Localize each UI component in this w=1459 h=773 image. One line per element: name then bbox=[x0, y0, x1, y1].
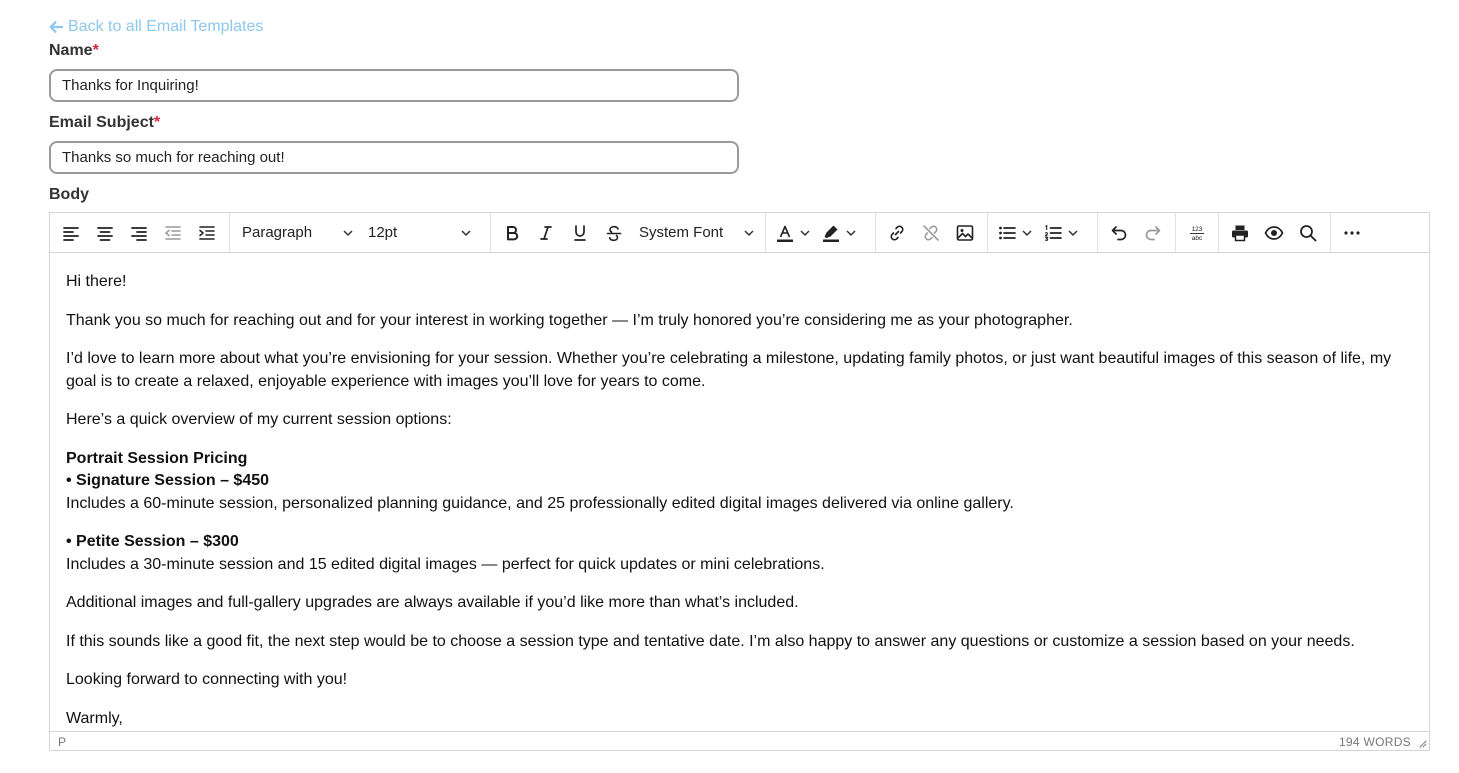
search-icon bbox=[1298, 223, 1318, 243]
arrow-left-icon bbox=[48, 19, 64, 35]
word-count[interactable]: 194 WORDS bbox=[1338, 735, 1411, 749]
highlighter-icon bbox=[821, 223, 841, 243]
editor-statusbar bbox=[50, 731, 1429, 750]
spellcheck-icon bbox=[1187, 223, 1207, 243]
outdent-button[interactable] bbox=[156, 216, 190, 250]
align-right-icon bbox=[129, 223, 149, 243]
email-subject-label: Email Subject* bbox=[49, 114, 161, 131]
text-style-group bbox=[491, 213, 766, 252]
numbered-list-icon bbox=[1043, 223, 1063, 243]
bullet-list-icon bbox=[997, 223, 1017, 243]
signature-session-description: Includes a 60-minute session, personalized planning guidance, and 25 professionally edited digital images delivered via online gallery. bbox=[66, 494, 1014, 512]
more-group bbox=[1331, 213, 1373, 252]
list-group bbox=[988, 213, 1098, 252]
chevron-down-icon bbox=[460, 227, 472, 239]
spellcheck-group bbox=[1176, 213, 1219, 252]
body-paragraph: Additional images and full-gallery upgrades are always available if you’d like more than what’s included. bbox=[66, 594, 799, 611]
chevron-down-icon bbox=[799, 227, 811, 239]
find-replace-button[interactable] bbox=[1291, 216, 1325, 250]
highlight-color-button[interactable] bbox=[816, 216, 862, 250]
align-right-button[interactable] bbox=[122, 216, 156, 250]
unlink-button[interactable] bbox=[914, 216, 948, 250]
text-color-icon bbox=[775, 223, 795, 243]
numbered-list-button[interactable] bbox=[1038, 216, 1084, 250]
back-link-label: Back to all Email Templates bbox=[68, 18, 264, 35]
block-format-select[interactable] bbox=[234, 216, 360, 250]
undo-icon bbox=[1109, 223, 1129, 243]
chevron-down-icon bbox=[845, 227, 857, 239]
block-format-value: Paragraph bbox=[242, 224, 313, 241]
editor-content[interactable] bbox=[50, 253, 1429, 733]
more-options-button[interactable] bbox=[1335, 216, 1369, 250]
petite-block bbox=[66, 531, 1413, 576]
outdent-icon bbox=[163, 223, 183, 243]
format-select-group bbox=[230, 213, 491, 252]
print-button[interactable] bbox=[1223, 216, 1257, 250]
body-paragraph: If this sounds like a good fit, the next step would be to choose a session type and tentative date. I’m also happy to answer any questions or customize a session based on your needs. bbox=[66, 632, 1355, 650]
indent-button[interactable] bbox=[190, 216, 224, 250]
more-horizontal-icon bbox=[1342, 223, 1362, 243]
chevron-down-icon bbox=[1067, 227, 1079, 239]
insert-group bbox=[876, 213, 988, 252]
font-family-value: System Font bbox=[639, 224, 724, 241]
text-color-button[interactable] bbox=[770, 216, 816, 250]
svg-text:abc: abc bbox=[1191, 234, 1203, 242]
petite-session-description: Includes a 30-minute session and 15 edited digital images — perfect for quick updates or mini celebrations. bbox=[66, 555, 825, 573]
align-left-button[interactable] bbox=[54, 216, 88, 250]
redo-button[interactable] bbox=[1136, 216, 1170, 250]
signature-session-title: • Signature Session – $450 bbox=[66, 472, 270, 489]
back-link[interactable] bbox=[48, 18, 263, 36]
greeting-paragraph: Hi there! bbox=[66, 273, 127, 290]
align-center-button[interactable] bbox=[88, 216, 122, 250]
body-paragraph: Here’s a quick overview of my current session options: bbox=[66, 411, 452, 428]
chevron-down-icon bbox=[1021, 227, 1033, 239]
element-path[interactable]: P bbox=[58, 735, 67, 749]
link-icon bbox=[887, 223, 907, 243]
underline-icon bbox=[570, 223, 590, 243]
underline-button[interactable] bbox=[563, 216, 597, 250]
bold-button[interactable] bbox=[495, 216, 529, 250]
insert-link-button[interactable] bbox=[880, 216, 914, 250]
pricing-heading: Portrait Session Pricing bbox=[66, 449, 248, 467]
name-label: Name* bbox=[49, 42, 99, 59]
insert-image-button[interactable] bbox=[948, 216, 982, 250]
petite-session-title: • Petite Session – $300 bbox=[66, 533, 239, 550]
rich-text-editor bbox=[49, 212, 1430, 751]
history-group bbox=[1098, 213, 1176, 252]
printer-icon bbox=[1230, 223, 1250, 243]
chevron-down-icon bbox=[342, 227, 354, 239]
strikethrough-icon bbox=[604, 223, 624, 243]
bold-icon bbox=[502, 223, 522, 243]
svg-text:123: 123 bbox=[1191, 225, 1203, 233]
required-mark: * bbox=[92, 42, 99, 59]
undo-button[interactable] bbox=[1102, 216, 1136, 250]
body-paragraph: I’d love to learn more about what you’re envisioning for your session. Whether you’re celebrating a milestone, updating family photos, or just want beautiful images of this season of life, my goal is to create a relaxed, enjoyable experience with images you’ll love for years to come. bbox=[66, 350, 1392, 390]
align-left-icon bbox=[61, 223, 81, 243]
strikethrough-button[interactable] bbox=[597, 216, 631, 250]
resize-handle-icon[interactable] bbox=[1417, 738, 1427, 748]
name-input[interactable] bbox=[49, 69, 739, 102]
spellcheck-button[interactable] bbox=[1180, 216, 1214, 250]
required-mark: * bbox=[153, 114, 161, 131]
font-size-value: 12pt bbox=[368, 224, 398, 241]
body-paragraph: Looking forward to connecting with you! bbox=[66, 671, 348, 688]
editor-toolbar bbox=[50, 213, 1429, 253]
font-size-select[interactable] bbox=[360, 216, 478, 250]
eye-icon bbox=[1264, 223, 1284, 243]
italic-button[interactable] bbox=[529, 216, 563, 250]
font-family-select[interactable] bbox=[631, 216, 761, 250]
pricing-block bbox=[66, 448, 1413, 516]
unlink-icon bbox=[921, 223, 941, 243]
image-icon bbox=[955, 223, 975, 243]
body-label: Body bbox=[49, 186, 89, 203]
italic-icon bbox=[536, 223, 556, 243]
indent-icon bbox=[197, 223, 217, 243]
bullet-list-button[interactable] bbox=[992, 216, 1038, 250]
color-group bbox=[766, 213, 876, 252]
body-paragraph: Thank you so much for reaching out and for your interest in working together — I’m truly honored you’re considering me as your photographer. bbox=[66, 311, 1073, 329]
signoff-paragraph: Warmly, bbox=[66, 709, 123, 727]
email-subject-input[interactable] bbox=[49, 141, 739, 174]
redo-icon bbox=[1143, 223, 1163, 243]
align-center-icon bbox=[95, 223, 115, 243]
view-group bbox=[1219, 213, 1331, 252]
preview-button[interactable] bbox=[1257, 216, 1291, 250]
chevron-down-icon bbox=[743, 227, 755, 239]
alignment-group bbox=[50, 213, 230, 252]
